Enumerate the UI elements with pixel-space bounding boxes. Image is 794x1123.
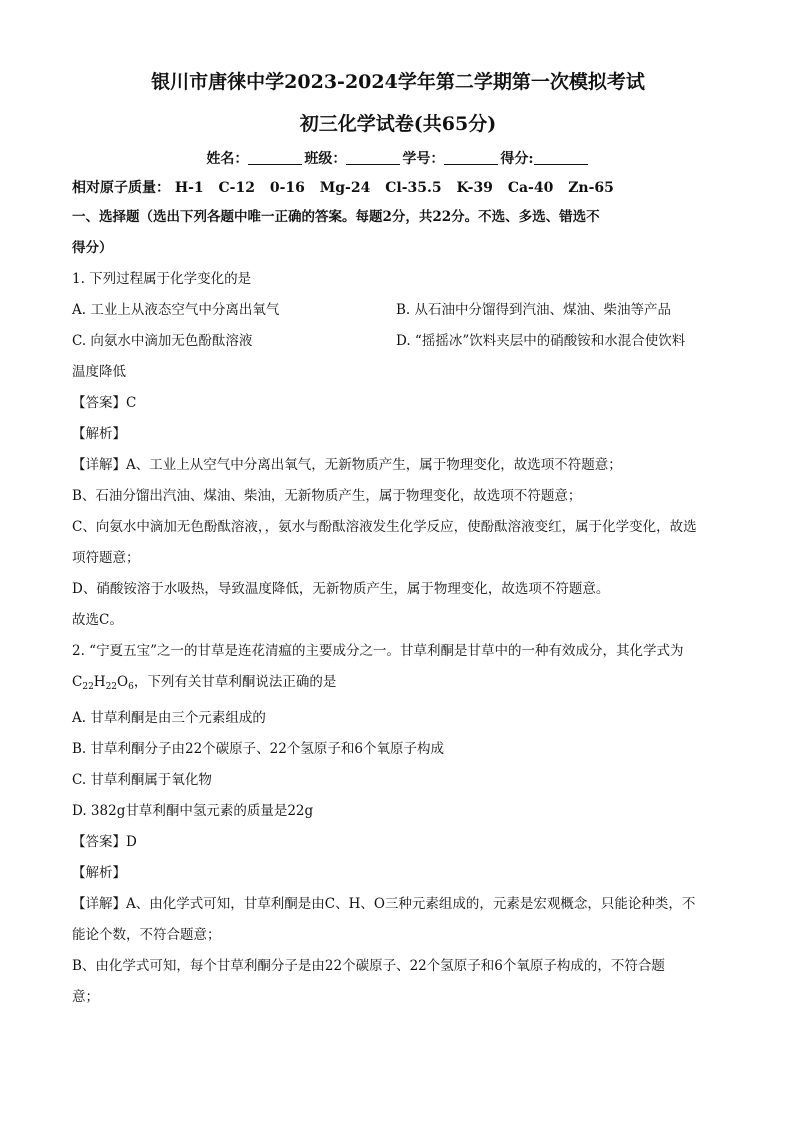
atomic-mass-item: Cl-35.5 <box>385 180 442 196</box>
q2-detail-b-cont: 意； <box>72 989 99 1005</box>
q1-option-a: A. 工业上从液态空气中分离出氧气 <box>72 302 280 318</box>
exam-page <box>72 66 724 1013</box>
q1-answer <box>72 388 724 419</box>
q1-detail-c-cont: 项符题意； <box>72 550 140 566</box>
atomic-mass-item: Mg-24 <box>319 180 371 196</box>
q2-option-a: A. 甘草利酮是由三个元素组成的 <box>72 710 266 726</box>
q2-option-d: D. 382g甘草利酮中氢元素的质量是22g <box>72 803 314 819</box>
q1-options-ab <box>72 295 724 326</box>
id-label: 学号： <box>402 151 445 167</box>
answer-value: C <box>126 395 137 411</box>
class-label: 班级： <box>304 151 347 167</box>
q1-option-d-cont: 温度降低 <box>72 364 126 380</box>
q2-detail-b: B、由化学式可知，每个甘草利酮分子是由22个碳原子、22个氢原子和6个氧原子构成的，不符合题 <box>72 958 665 974</box>
formula-o-sub: 6 <box>128 682 134 692</box>
q2-answer <box>72 827 724 858</box>
q2-option-b: B. 甘草利酮分子由22个碳原子、22个氢原子和6个氧原子构成 <box>72 741 444 757</box>
q1-conclusion: 故选C。 <box>72 612 123 628</box>
q1-detail-d: D、硝酸铵溶于水吸热，导致温度降低，无新物质产生，属于物理变化，故选项不符题意。 <box>72 581 610 597</box>
formula-h: H <box>93 674 106 690</box>
q1-option-b: B. 从石油中分馏得到汽油、煤油、柴油等产品 <box>396 302 672 318</box>
q2-analysis-tag: 【解析】 <box>72 865 126 881</box>
q1-analysis-tag: 【解析】 <box>72 426 126 442</box>
detail-tag: 【详解】 <box>72 896 126 912</box>
q2-detail-a-cont: 能论个数，不符合题意； <box>72 927 221 943</box>
name-label: 姓名： <box>206 151 249 167</box>
q2-stem-rest: ，下列有关甘草利酮说法正确的是 <box>133 674 337 690</box>
atomic-mass-item: Zn-65 <box>568 180 614 196</box>
atomic-mass-item: K-39 <box>456 180 493 196</box>
relative-atomic-mass <box>72 174 724 202</box>
section-heading: 一、选择题（选出下列各题中唯一正确的答案。每题2分，共22分。不选、多选、错选不 <box>72 209 600 225</box>
q1-detail-a <box>72 450 724 481</box>
class-blank <box>346 150 400 165</box>
section-heading-cont: 得分） <box>72 240 113 256</box>
score-label: 得分: <box>500 151 534 167</box>
q1-options-cd <box>72 326 724 357</box>
q1-option-d: D. “摇摇冰”饮料夹层中的硝酸铵和水混合使饮料 <box>396 333 686 349</box>
answer-value: D <box>126 834 137 850</box>
id-blank <box>444 150 498 165</box>
formula-c-sub: 22 <box>82 682 94 692</box>
formula-h-sub: 22 <box>105 682 118 692</box>
answer-tag: 【答案】 <box>72 834 126 850</box>
detail-text: A、工业上从空气中分离出氧气，无新物质产生，属于物理变化，故选项不符题意； <box>126 457 622 473</box>
atomic-mass-item: Ca-40 <box>507 180 554 196</box>
q2-option-c: C. 甘草利酮属于氧化物 <box>72 772 212 788</box>
q2-stem: 2. “宁夏五宝”之一的甘草是连花清瘟的主要成分之一。甘草利酮是甘草中的一种有效成分，其化学式为 <box>72 643 684 659</box>
exam-subtitle: 初三化学试卷(共65分) <box>299 113 497 135</box>
q1-stem: 1. 下列过程属于化学变化的是 <box>72 271 252 287</box>
q1-detail-c: C、向氨水中滴加无色酚酞溶液，，氨水与酚酞溶液发生化学反应，使酚酞溶液变红，属于化学变化，故选 <box>72 519 697 535</box>
formula-c: C <box>72 674 83 690</box>
score-blank <box>534 150 588 165</box>
atomic-mass-item: 0-16 <box>269 180 305 196</box>
formula <box>72 674 134 690</box>
q2-stem-cont <box>72 667 724 703</box>
student-info-line <box>72 148 724 170</box>
atomic-mass-item: C-12 <box>218 180 255 196</box>
atomic-mass-item: H-1 <box>174 180 204 196</box>
q1-option-c: C. 向氨水中滴加无色酚酞溶液 <box>72 333 253 349</box>
name-blank <box>248 150 302 165</box>
detail-tag: 【详解】 <box>72 457 126 473</box>
q1-detail-b: B、石油分馏出汽油、煤油、柴油，无新物质产生，属于物理变化，故选项不符题意； <box>72 488 582 504</box>
formula-o: O <box>117 674 129 690</box>
q2-detail-a <box>72 889 724 920</box>
detail-text: A、由化学式可知，甘草利酮是由C、H、O三种元素组成的，元素是宏观概念，只能论种类，不 <box>126 896 696 912</box>
answer-tag: 【答案】 <box>72 395 126 411</box>
exam-title: 银川市唐徕中学2023-2024学年第二学期第一次模拟考试 <box>151 71 645 93</box>
atomic-mass-label: 相对原子质量： <box>72 180 170 196</box>
